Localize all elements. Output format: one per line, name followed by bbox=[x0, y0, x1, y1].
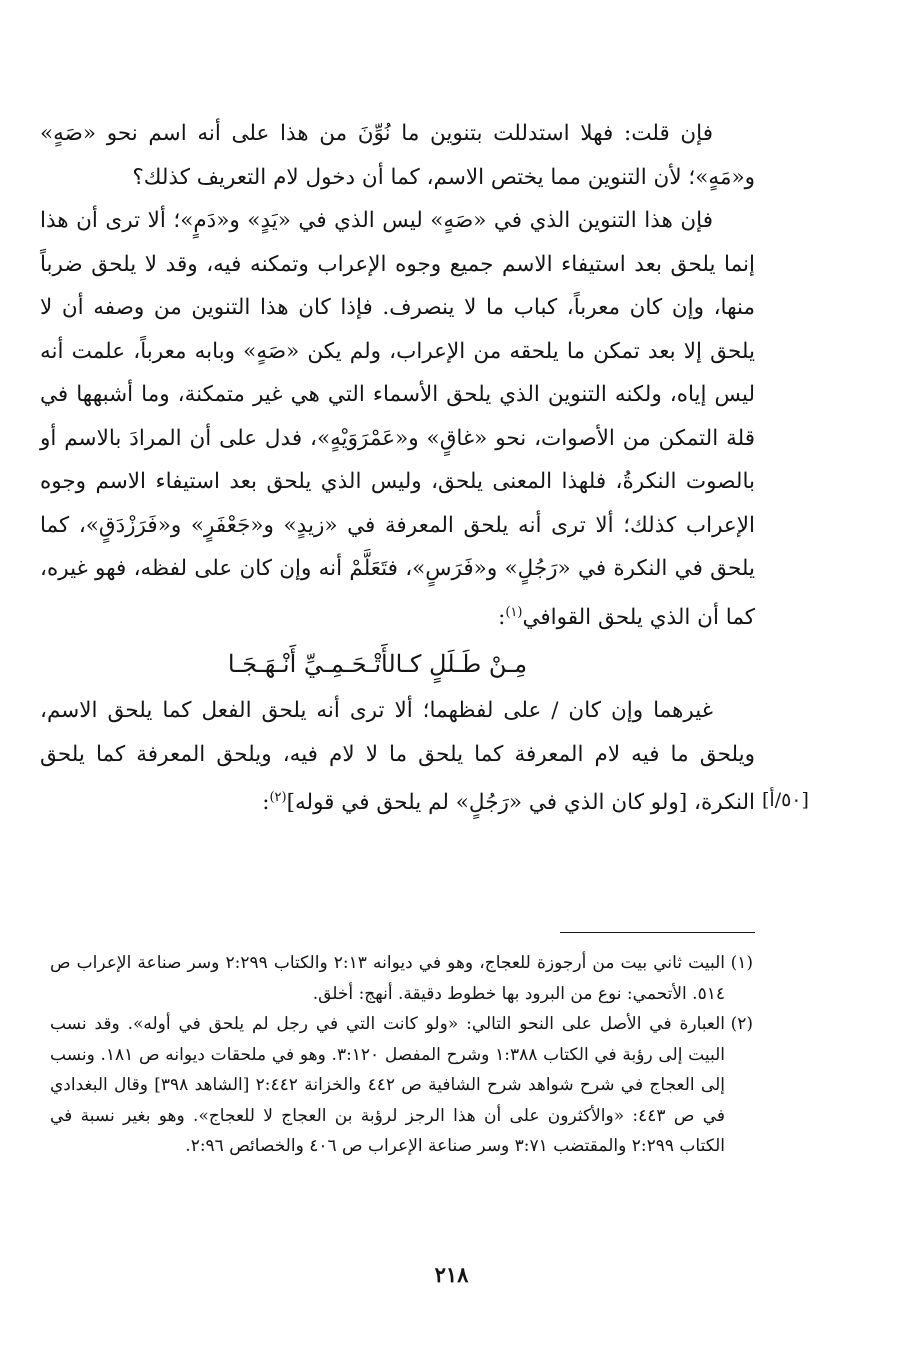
footnote-divider bbox=[560, 932, 755, 933]
main-text bbox=[40, 112, 755, 825]
paragraph-question bbox=[40, 112, 755, 199]
page-number: ٢١٨ bbox=[434, 1262, 469, 1287]
footnote-marker-2: (٢) bbox=[269, 790, 287, 806]
footnote-1-text: البيت ثاني بيت من أرجوزة للعجاج، وهو في ديوانه ٢:١٣ والكتاب ٢:٢٩٩ وسر صناعة الإعراب ص ٥١٤. الأتحمي: نوع من البرود بها خطوط دقيقة. أنهج: أخلق. bbox=[50, 953, 725, 1004]
paragraph-answer-text: فإن هذا التنوين الذي في «صَهٍ» ليس الذي في «يَدٍ» و«دَمٍ»؛ ألا ترى أن هذا إنما يلحق بعد استيفاء الاسم جميع وجوه الإعراب وتمكنه فيه، وقد لا يلحق ضرباً منها، وإن كان معرباً، كباب ما لا ينصرف. فإذا كان هذا التنوين من وصفه أن لا يلحق إلا بعد تمكن ما يلحقه من الإعراب، ولم يكن «صَهٍ» وبابه معرباً، علمت أنه ليس إياه، ولكنه التنوين الذي يلحق الأسماء التي هي غير متمكنة، وما أشبهها في قلة التمكن من الأصوات، نحو «غاقٍ» و«عَمْرَوَيْهٍ»، فدل على أن المرادَ بالاسم أو بالصوت النكرةُ، فلهذا المعنى يلحق، وليس الذي يلحق بعد استيفاء الاسم وجوه الإعراب كذلك؛ ألا ترى أنه يلحق المعرفة في «زيدٍ» و«جَعْفَرٍ» و«فَرَزْدَقٍ»، كما يلحق في النكرة في «رَجُلٍ» و«فَرَسٍ»، فتَعَلَّمْ أنه وإن كان على لفظه، فهو غيره، كما أن الذي يلحق القوافي bbox=[40, 208, 755, 630]
folio-reference: [٥٠/أ] bbox=[762, 789, 809, 811]
paragraph-question-text: فإن قلت: فهلا استدللت بتنوين ما نُوِّنَ من هذا على أنه اسم نحو «صَهٍ» و«مَهٍ»؛ لأن التنوين مما يختص الاسم، كما أن دخول لام التعريف كذلك؟ bbox=[40, 121, 755, 190]
verse-line: مِـنْ طَـلَلٍ كـالأَتْـحَـمِـيِّ أَنْـهَـجَـا bbox=[227, 650, 528, 679]
footnote-2 bbox=[50, 1009, 753, 1162]
footnote-2-text: العبارة في الأصل على النحو التالي: «ولو كانت التي في رجل لم يلحق في أوله». وقد نسب البيت إلى رؤبة في الكتاب ١:٣٨٨ وشرح المفصل ٣:١٢٠. وهو في ملحقات ديوانه ص ١٨١. ونسب إلى العجاج في شرح شواهد شرح الشافية ص ٤٤٢ والخزانة ٢:٤٤٢ [الشاهد ٣٩٨] وقال البغدادي في ص ٤٤٣: «والأكثرون على أن هذا الرجز لرؤبة بن العجاج لا للعجاج». وهو بغير نسبة في الكتاب ٢:٢٩٩ والمقتضب ٣:٧١ وسر صناعة الإعراب ص ٤٠٦ والخصائص ٢:٩٦. bbox=[50, 1014, 725, 1156]
footnote-1 bbox=[50, 948, 753, 1009]
footnote-2-number: (٢) bbox=[730, 1014, 753, 1034]
footnote-marker-1: (١) bbox=[505, 604, 523, 620]
footnotes bbox=[50, 948, 753, 1162]
footnote-1-number: (١) bbox=[730, 953, 753, 973]
paragraph-continuation-text: غيرهما وإن كان / على لفظهما؛ ألا ترى أنه يلحق الفعل كما يلحق الاسم، ويلحق ما فيه لام المعرفة كما يلحق ما لا لام فيه، ويلحق المعرفة كما يلحق النكرة، [ولو كان الذي في «رَجُلٍ» لم يلحق في قوله] bbox=[40, 698, 755, 816]
paragraph-answer-colon: : bbox=[498, 604, 506, 630]
paragraph-continuation bbox=[40, 689, 755, 825]
paragraph-continuation-colon: : bbox=[262, 790, 270, 816]
paragraph-answer bbox=[40, 199, 755, 639]
